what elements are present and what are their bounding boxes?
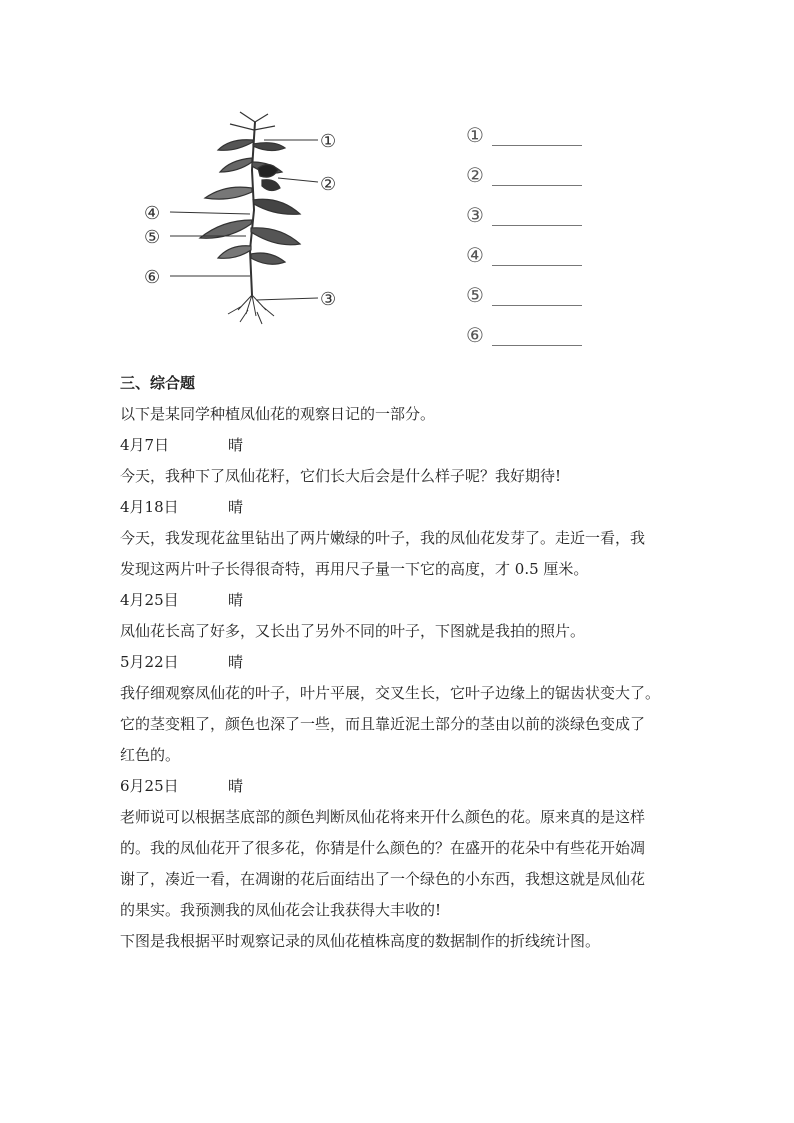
diary-weather: 晴	[228, 777, 244, 795]
diary-date-row	[120, 647, 680, 678]
diary-line: 我仔细观察凤仙花的叶子，叶片平展，交叉生长，它叶子边缘上的锯齿状变大了。	[120, 684, 661, 702]
diary-weather: 晴	[228, 436, 244, 454]
blank-row	[466, 146, 596, 186]
answer-field[interactable]	[492, 289, 582, 306]
blank-row	[466, 106, 596, 146]
answer-field[interactable]	[492, 249, 582, 266]
diary-line: 凤仙花长高了好多，又长出了另外不同的叶子，下图就是我拍的照片。	[120, 622, 586, 640]
blank-row	[466, 186, 596, 226]
diary-date: 6月25日	[120, 777, 179, 795]
intro-text: 以下是某同学种植凤仙花的观察日记的一部分。	[120, 405, 436, 423]
diary-date-row	[120, 492, 680, 523]
diary-line: 的果实。我预测我的凤仙花会让我获得大丰收的!	[120, 901, 442, 919]
diary-line: 今天，我发现花盆里钻出了两片嫩绿的叶子，我的凤仙花发芽了。走近一看，我	[120, 529, 646, 547]
plant-diagram	[130, 110, 360, 335]
blank-row	[466, 306, 596, 346]
diary-line: 老师说可以根据茎底部的颜色判断凤仙花将来开什么颜色的花。原来真的是这样	[120, 808, 646, 826]
diary-date: 4月7日	[120, 436, 170, 454]
question-text	[120, 368, 680, 957]
blank-number: ⑤	[466, 283, 484, 307]
diary-date: 4月25目	[120, 591, 179, 609]
section-title: 三、综合题	[120, 374, 196, 392]
plant-drawing	[170, 112, 318, 324]
callout-6: ⑥	[144, 267, 161, 288]
callout-5: ⑤	[144, 227, 161, 248]
callout-2: ②	[320, 174, 337, 195]
answer-field[interactable]	[492, 209, 582, 226]
diary-line: 的。我的凤仙花开了很多花，你猜是什么颜色的？在盛开的花朵中有些花开始凋	[120, 839, 646, 857]
callout-1: ①	[320, 131, 337, 152]
blank-number: ②	[466, 163, 484, 187]
diary-weather: 晴	[228, 653, 244, 671]
diary-date: 5月22日	[120, 653, 179, 671]
diary-line: 它的茎变粗了，颜色也深了一些，而且靠近泥土部分的茎由以前的淡绿色变成了	[120, 715, 646, 733]
answer-field[interactable]	[492, 169, 582, 186]
callout-4: ④	[144, 203, 161, 224]
blank-row	[466, 266, 596, 306]
blank-row	[466, 226, 596, 266]
diary-date: 4月18日	[120, 498, 179, 516]
diary-weather: 晴	[228, 591, 244, 609]
diary-line: 红色的。	[120, 746, 181, 764]
diary-date-row	[120, 430, 680, 461]
diary-date-row	[120, 585, 680, 616]
blank-number: ④	[466, 243, 484, 267]
callout-3: ③	[320, 289, 337, 310]
answer-field[interactable]	[492, 329, 582, 346]
closing-text: 下图是我根据平时观察记录的凤仙花植株高度的数据制作的折线统计图。	[120, 932, 601, 950]
blank-number: ③	[466, 203, 484, 227]
diary-line: 发现这两片叶子长得很奇特，再用尺子量一下它的高度，才 0.5 厘米。	[120, 560, 589, 578]
diary-line: 谢了，凑近一看，在凋谢的花后面结出了一个绿色的小东西，我想这就是凤仙花	[120, 870, 646, 888]
diary-date-row	[120, 771, 680, 802]
blank-number: ①	[466, 123, 484, 147]
answer-field[interactable]	[492, 129, 582, 146]
diary-weather: 晴	[228, 498, 244, 516]
diary-line: 今天，我种下了凤仙花籽，它们长大后会是什么样子呢？我好期待!	[120, 467, 562, 485]
blank-number: ⑥	[466, 323, 484, 347]
answer-blanks	[466, 106, 596, 346]
